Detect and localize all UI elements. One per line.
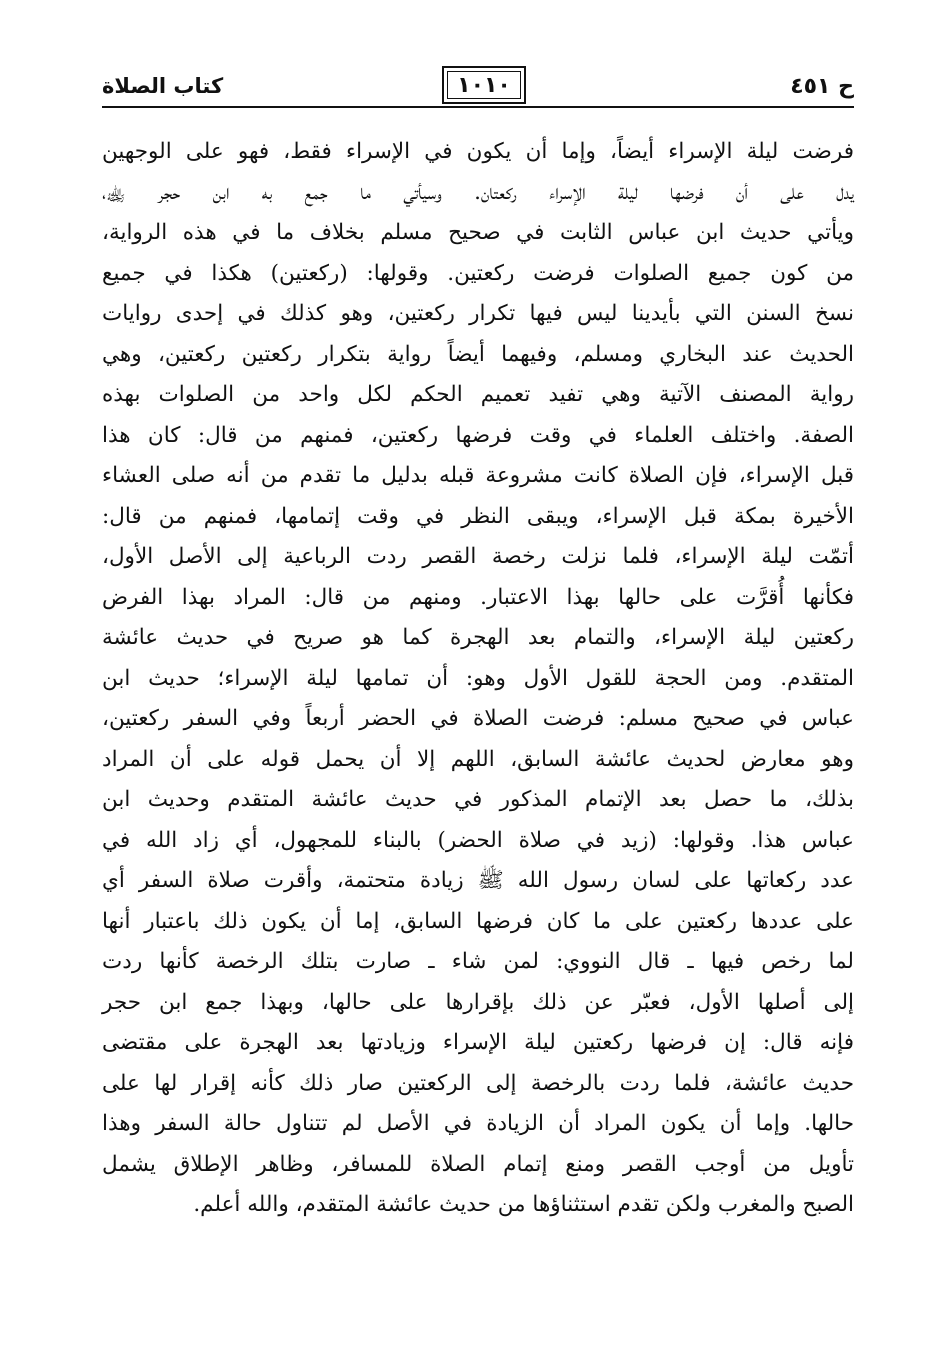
text-line: حديث عائشة، فلما ردت بالرخصة إلى الركعتين صار ذلك كأنه إقرار لها على bbox=[102, 1070, 854, 1096]
text-line: وهو معارض لحديث عائشة السابق، اللهم إلا أن يحمل قوله على أن المراد bbox=[102, 746, 854, 772]
text-line: بذلك، ما حصل بعد الإتمام المذكور في حديث عائشة المتقدم وحديث ابن bbox=[102, 787, 854, 812]
text-line: المتقدم. ومن الحجة للقول الأول وهو: أن تمامها ليلة الإسراء؛ حديث ابن bbox=[102, 665, 854, 691]
text-line: ركعتين ليلة الإسراء، والتمام بعد الهجرة كما هو صريح في حديث عائشة bbox=[102, 625, 854, 650]
text-line: على عددها ركعتين على ما كان فرضها السابق، إما أن يكون ذلك باعتبار أنها bbox=[102, 908, 854, 934]
text-line: الصبح والمغرب ولكن تقدم استثناؤها من حديث عائشة المتقدم، والله أعلم. bbox=[193, 1192, 854, 1217]
text-line: من كون جميع الصلوات فرضت ركعتين. وقولها: (ركعتين) هكذا في جميع bbox=[102, 260, 854, 286]
text-line: الأخيرة بمكة قبل الإسراء، ويبقى النظر في وقت إتمامها، فمنهم من قال: bbox=[102, 503, 854, 529]
text-line: ويأتي حديث ابن عباس الثابت في صحيح مسلم بخلاف ما في هذه الرواية، bbox=[102, 220, 854, 245]
page-number-frame bbox=[442, 66, 526, 104]
text-line: الحديث عند البخاري ومسلم، وفيهما أيضاً رواية بتكرار ركعتين ركعتين، وهي bbox=[102, 341, 854, 367]
text-line: يدل على أن فرضها ليلة الإسراء ركعتان. وسيأتي ما جمع به ابن حجر ﵀، bbox=[102, 179, 854, 205]
book-title: كتاب الصلاة bbox=[102, 74, 224, 98]
header-divider bbox=[102, 106, 854, 108]
text-line: لما رخص فيها ـ قال النووي: لمن شاء ـ صارت بتلك الرخصة كأنها ردت bbox=[102, 949, 854, 974]
page-number: ١٠١٠ bbox=[457, 72, 511, 98]
text-line: فرضت ليلة الإسراء أيضاً، وإما أن يكون في الإسراء فقط، فهو على الوجهين bbox=[102, 139, 854, 164]
text-line: تأويل من أوجب القصر ومنع إتمام الصلاة للمسافر، وظاهر الإطلاق يشمل bbox=[102, 1151, 854, 1177]
text-line: رواية المصنف الآتية وهي تفيد تعميم الحكم لكل واحد من الصلوات بهذه bbox=[102, 382, 854, 407]
page-header bbox=[102, 70, 854, 108]
text-line: قبل الإسراء، فإن الصلاة كانت مشروعة قبله بدليل ما تقدم من أنه صلى العشاء bbox=[102, 463, 854, 488]
text-line: حالها. وإما أن يكون المراد أن الزيادة في الأصل لم تتناول حالة السفر وهذا bbox=[102, 1111, 854, 1136]
text-line: نسخ السنن التي بأيدينا ليس فيها تكرار ركعتين، وهو كذلك في إحدى روايات bbox=[102, 301, 854, 326]
text-line: الصفة. واختلف العلماء في وقت فرضها ركعتين، فمنهم من قال: كان هذا bbox=[102, 422, 854, 448]
text-line: عدد ركعاتها على لسان رسول الله ﷺ زيادة متحتمة، وأقرت صلاة السفر أي bbox=[102, 868, 854, 893]
text-line: فإنه قال: إن فرضها ركعتين ليلة الإسراء وزيادتها بعد الهجرة على مقتضى bbox=[102, 1030, 854, 1055]
text-line: إلى أصلها الأول، فعبّر عن ذلك بإقرارها على حالها، وبهذا جمع ابن حجر bbox=[102, 989, 854, 1015]
hadith-page-reference: ح ٤٥١ bbox=[790, 74, 854, 99]
text-line: أتمّت ليلة الإسراء، فلما نزلت رخصة القصر ردت الرباعية إلى الأصل الأول، bbox=[102, 544, 854, 569]
text-line: عباس في صحيح مسلم: فرضت الصلاة في الحضر أربعاً وفي السفر ركعتين، bbox=[102, 706, 854, 731]
text-line: فكأنها أُقرَّت على حالها بهذا الاعتبار. ومنهم من قال: المراد بهذا الفرض bbox=[102, 584, 854, 610]
text-line: عباس هذا. وقولها: (زيد في صلاة الحضر) بالبناء للمجهول، أي زاد الله في bbox=[102, 827, 854, 853]
body-text bbox=[102, 132, 854, 1226]
